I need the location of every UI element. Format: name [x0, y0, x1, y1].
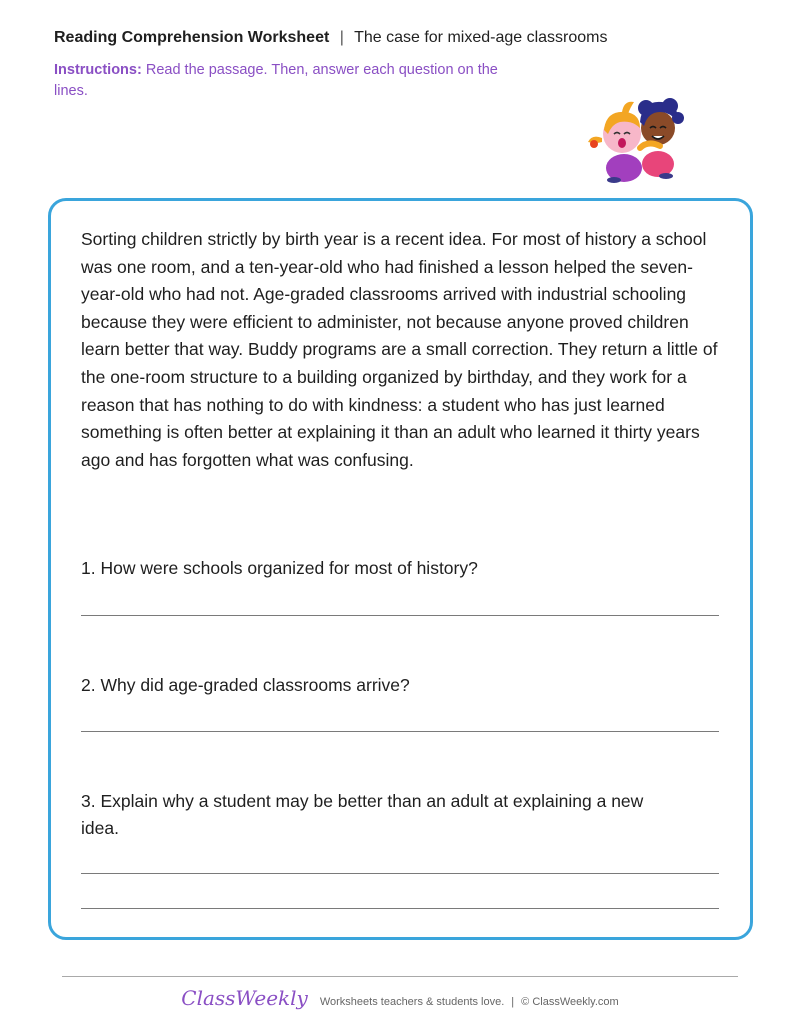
brand-logo: ClassWeekly: [181, 986, 308, 1010]
worksheet-title: Reading Comprehension Worksheet: [54, 29, 330, 46]
instructions: [54, 60, 524, 102]
worksheet-header: [54, 28, 608, 48]
worksheet-subtitle: The case for mixed-age classrooms: [354, 29, 608, 46]
question-1: 1. How were schools organized for most of history?: [81, 558, 478, 578]
footer-tagline: Worksheets teachers & students love.: [319, 996, 505, 1008]
question-2: 2. Why did age-graded classrooms arrive?: [81, 675, 410, 695]
children-hugging-icon: [574, 90, 698, 186]
header-separator: |: [339, 29, 344, 46]
instructions-label: Instructions:: [54, 62, 142, 78]
answer-line[interactable]: [81, 731, 719, 732]
footer-copyright: © ClassWeekly.com: [521, 996, 619, 1008]
answer-line[interactable]: [81, 873, 719, 874]
footer: [0, 986, 800, 1010]
reading-passage: Sorting children strictly by birth year is a recent idea. For most of history a school was one room, and a ten-year-old who had finished a lesson helped the seven-year-old who had not. Age-graded classrooms arrived with industrial schooling because they were efficient to administer, not because anyone proved children learn better that way. Buddy programs are a small correction. They return a little of the one-room structure to a building organized by birthday, and they work for a reason that has nothing to do with kindness: a student who has just learned something is often better at explaining it than an adult who learned it thirty years ago and has forgotten what was confusing.: [81, 229, 718, 470]
footer-separator: |: [511, 996, 515, 1008]
footer-divider: [62, 976, 738, 977]
instructions-text: Read the passage. Then, answer each question on the lines.: [54, 62, 498, 99]
answer-line[interactable]: [81, 908, 719, 909]
answer-line[interactable]: [81, 615, 719, 616]
question-3: 3. Explain why a student may be better than an adult at explaining a new idea.: [81, 791, 644, 838]
